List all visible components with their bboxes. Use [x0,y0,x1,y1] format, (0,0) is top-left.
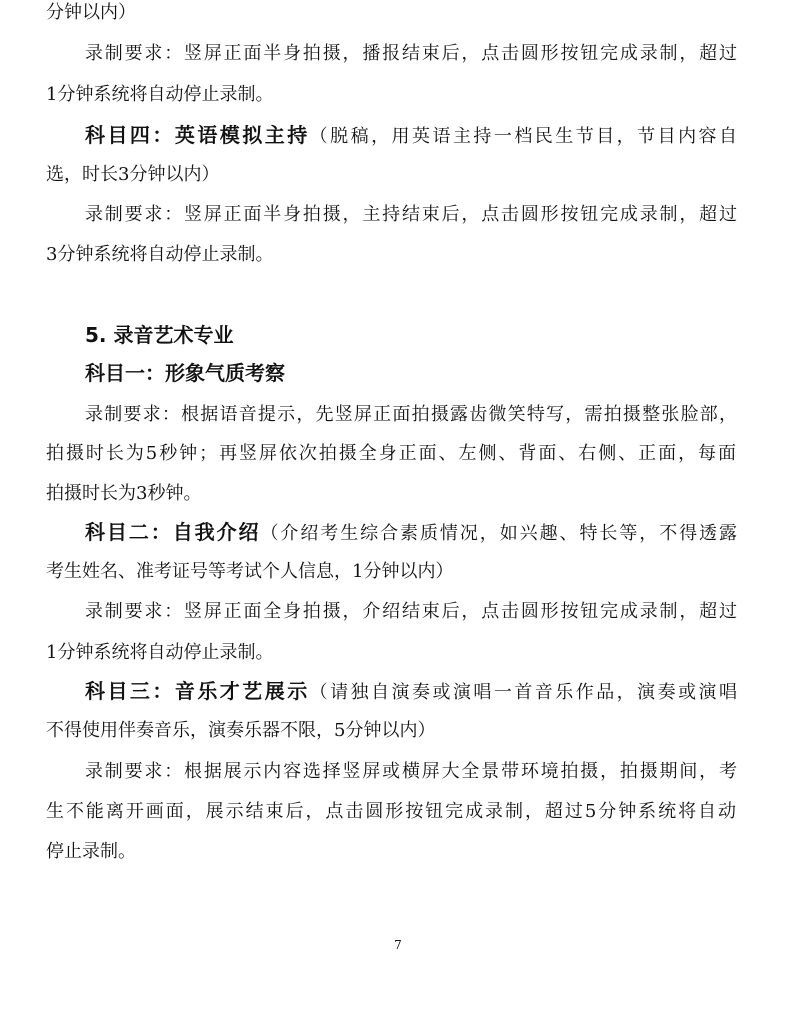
text-line: 录制要求：竖屏正面半身拍摄，主持结束后，点击圆形按钮完成录制，超过 [85,204,737,225]
subject-one-title: 科目一：形象气质考察 [85,361,285,385]
subject-three-line [85,678,737,704]
subject-four-title: 科目四：英语模拟主持 [85,123,310,147]
subject-two-line [85,519,737,545]
text-line: 不得使用伴奏音乐，演奏乐器不限，5分钟以内） [46,720,436,741]
subject-three-title: 科目三：音乐才艺展示 [85,679,310,703]
text-line: 考生姓名、准考证号等考试个人信息，1分钟以内） [46,561,454,582]
subject-four-line [85,122,737,148]
text-line: 拍摄时长为5秒钟；再竖屏依次拍摄全身正面、左侧、背面、右侧、正面，每面 [46,443,736,464]
subject-three-desc: （请独自演奏或演唱一首音乐作品，演奏或演唱 [309,682,737,703]
page-number: 7 [394,938,402,952]
text-line: 3分钟系统将自动停止录制。 [46,244,274,265]
text-line: 录制要求：根据语音提示，先竖屏正面拍摄露齿微笑特写，需拍摄整张脸部， [85,404,737,425]
text-line: 1分钟系统将自动停止录制。 [46,84,274,105]
text-line: 录制要求：竖屏正面半身拍摄，播报结束后，点击圆形按钮完成录制，超过 [85,43,737,64]
text-line: 分钟以内） [46,2,136,23]
subject-two-title: 科目二：自我介绍 [85,520,261,544]
subject-four-desc: （脱稿，用英语主持一档民生节目，节目内容自 [309,126,737,147]
text-line: 停止录制。 [46,841,136,862]
text-line: 生不能离开画面，展示结束后，点击圆形按钮完成录制，超过5分钟系统将自动 [46,801,736,822]
subject-two-desc: （介绍考生综合素质情况，如兴趣、特长等，不得透露 [260,523,737,544]
section-heading: 5. 录音艺术专业 [85,323,234,347]
text-line: 1分钟系统将自动停止录制。 [46,642,274,663]
text-line: 选，时长3分钟以内） [46,164,220,185]
text-line: 拍摄时长为3秒钟。 [46,483,202,504]
text-line: 录制要求：根据展示内容选择竖屏或横屏大全景带环境拍摄，拍摄期间，考 [85,761,737,782]
text-line: 录制要求：竖屏正面全身拍摄，介绍结束后，点击圆形按钮完成录制，超过 [85,601,737,622]
